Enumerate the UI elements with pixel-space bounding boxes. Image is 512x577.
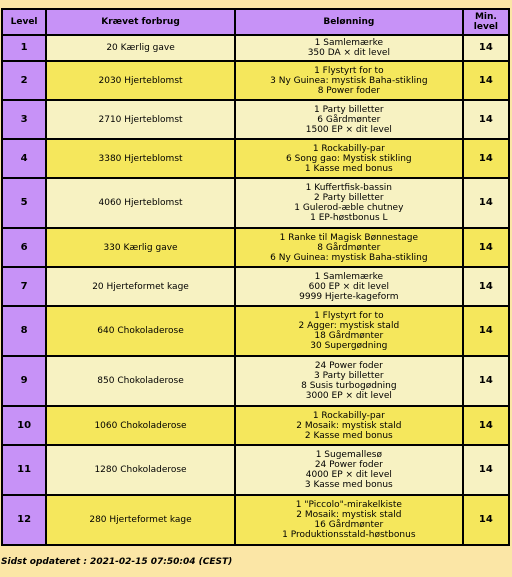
required-cell: 2030 Hjerteblomst bbox=[47, 62, 234, 99]
reward-item: 1 Samlemærke bbox=[314, 271, 384, 282]
reward-cell bbox=[236, 101, 462, 138]
reward-item: 1 Flystyrt for to bbox=[314, 65, 384, 76]
reward-item: 6 Gårdmønter bbox=[317, 114, 381, 125]
reward-item: 8 Susis turbogødning bbox=[301, 381, 397, 391]
reward-cell bbox=[236, 357, 462, 405]
min-level-cell: 14 bbox=[464, 446, 508, 494]
required-cell: 280 Hjerteformet kage bbox=[47, 496, 234, 544]
reward-item: 24 Power foder bbox=[314, 361, 383, 371]
level-cell: 3 bbox=[3, 101, 45, 138]
table-row bbox=[3, 407, 508, 444]
reward-item: 1500 EP × dit level bbox=[305, 124, 392, 135]
table-row bbox=[3, 179, 508, 227]
reward-item: 3 Kasse med bonus bbox=[304, 480, 393, 490]
reward-cell bbox=[236, 179, 462, 227]
level-cell: 8 bbox=[3, 307, 45, 355]
level-cell: 2 bbox=[3, 62, 45, 99]
reward-cell bbox=[236, 307, 462, 355]
reward-item: 3 Ny Guinea: mystisk Baha-stikling bbox=[270, 75, 428, 86]
header-level: Level bbox=[3, 10, 45, 34]
required-cell: 2710 Hjerteblomst bbox=[47, 101, 234, 138]
reward-item: 350 DA × dit level bbox=[307, 48, 390, 58]
min-level-cell: 14 bbox=[464, 62, 508, 99]
table-row bbox=[3, 357, 508, 405]
reward-item: 30 Supergødning bbox=[310, 341, 388, 351]
level-cell: 7 bbox=[3, 268, 45, 305]
min-level-cell: 14 bbox=[464, 407, 508, 444]
min-level-cell: 14 bbox=[464, 179, 508, 227]
reward-item: 1 Flystyrt for to bbox=[314, 311, 384, 321]
min-level-cell: 14 bbox=[464, 496, 508, 544]
reward-item: 1 "Piccolo"-mirakelkiste bbox=[295, 500, 402, 510]
reward-item: 2 Mosaik: mystisk stald bbox=[296, 420, 402, 431]
reward-item: 1 Rockabilly-par bbox=[312, 143, 385, 154]
required-cell: 20 Hjerteformet kage bbox=[47, 268, 234, 305]
reward-cell bbox=[236, 62, 462, 99]
reward-item: 1 Kasse med bonus bbox=[304, 163, 393, 174]
required-cell: 20 Kærlig gave bbox=[47, 36, 234, 60]
required-cell: 330 Kærlig gave bbox=[47, 229, 234, 266]
table-row bbox=[3, 496, 508, 544]
reward-cell bbox=[236, 407, 462, 444]
reward-item: 4000 EP × dit level bbox=[305, 470, 392, 480]
required-cell: 3380 Hjerteblomst bbox=[47, 140, 234, 177]
reward-item: 16 Gårdmønter bbox=[314, 520, 384, 530]
min-level-cell: 14 bbox=[464, 140, 508, 177]
header-required: Krævet forbrug bbox=[47, 10, 234, 34]
level-cell: 1 bbox=[3, 36, 45, 60]
reward-item: 6 Ny Guinea: mystisk Baha-stikling bbox=[270, 252, 428, 263]
last-updated: Sidst opdateret : 2021-02-15 07:50:04 (CEST) bbox=[1, 557, 233, 567]
min-level-cell: 14 bbox=[464, 229, 508, 266]
level-cell: 5 bbox=[3, 179, 45, 227]
reward-item: 3000 EP × dit level bbox=[305, 391, 392, 401]
required-cell: 640 Chokoladerose bbox=[47, 307, 234, 355]
reward-item: 1 Ranke til Magisk Bønnestage bbox=[279, 232, 419, 243]
table-row bbox=[3, 307, 508, 355]
reward-item: 1 Rockabilly-par bbox=[312, 410, 385, 421]
level-cell: 6 bbox=[3, 229, 45, 266]
table-row bbox=[3, 62, 508, 99]
reward-cell bbox=[236, 446, 462, 494]
reward-item: 1 Kuffertfisk-bassin bbox=[305, 183, 392, 193]
required-cell: 1280 Chokoladerose bbox=[47, 446, 234, 494]
min-level-cell: 14 bbox=[464, 268, 508, 305]
level-cell: 9 bbox=[3, 357, 45, 405]
reward-item: 8 Gårdmønter bbox=[317, 242, 381, 253]
level-cell: 11 bbox=[3, 446, 45, 494]
level-cell: 10 bbox=[3, 407, 45, 444]
reward-cell bbox=[236, 496, 462, 544]
min-level-cell: 14 bbox=[464, 36, 508, 60]
min-level-cell: 14 bbox=[464, 307, 508, 355]
reward-item: 2 Party billetter bbox=[314, 193, 384, 203]
reward-item: 2 Kasse med bonus bbox=[304, 430, 393, 441]
header-reward: Belønning bbox=[236, 10, 462, 34]
reward-item: 600 EP × dit level bbox=[308, 281, 390, 292]
reward-item: 1 Party billetter bbox=[314, 104, 384, 115]
table-row bbox=[3, 36, 508, 60]
reward-item: 8 Power foder bbox=[317, 85, 380, 96]
reward-cell bbox=[236, 140, 462, 177]
table-row bbox=[3, 229, 508, 266]
reward-item: 1 Gulerod-æble chutney bbox=[294, 203, 404, 213]
level-cell: 12 bbox=[3, 496, 45, 544]
table-row bbox=[3, 446, 508, 494]
table-header-row bbox=[3, 10, 508, 34]
header-min-level bbox=[464, 10, 508, 34]
required-cell: 1060 Chokoladerose bbox=[47, 407, 234, 444]
reward-cell bbox=[236, 268, 462, 305]
required-cell: 4060 Hjerteblomst bbox=[47, 179, 234, 227]
reward-item: 3 Party billetter bbox=[314, 371, 384, 381]
level-cell: 4 bbox=[3, 140, 45, 177]
reward-item: 1 Sugemallesø bbox=[315, 450, 382, 460]
reward-item: 1 EP-høstbonus L bbox=[310, 213, 388, 223]
header-min-level-text: Min. level bbox=[473, 12, 499, 32]
reward-cell bbox=[236, 36, 462, 60]
min-level-cell: 14 bbox=[464, 357, 508, 405]
reward-item: 18 Gårdmønter bbox=[314, 331, 384, 341]
reward-item: 1 Samlemærke bbox=[314, 38, 384, 48]
reward-item: 6 Song gao: Mystisk stikling bbox=[286, 153, 412, 164]
reward-item: 2 Agger: mystisk stald bbox=[298, 321, 400, 331]
required-cell: 850 Chokoladerose bbox=[47, 357, 234, 405]
table-row bbox=[3, 268, 508, 305]
reward-item: 24 Power foder bbox=[314, 460, 383, 470]
reward-cell bbox=[236, 229, 462, 266]
reward-item: 2 Mosaik: mystisk stald bbox=[296, 510, 402, 520]
table-row bbox=[3, 140, 508, 177]
rewards-table bbox=[1, 8, 510, 546]
table-row bbox=[3, 101, 508, 138]
reward-item: 9999 Hjerte-kageform bbox=[299, 291, 399, 302]
reward-item: 1 Produktionsstald-høstbonus bbox=[282, 530, 416, 540]
min-level-cell: 14 bbox=[464, 101, 508, 138]
